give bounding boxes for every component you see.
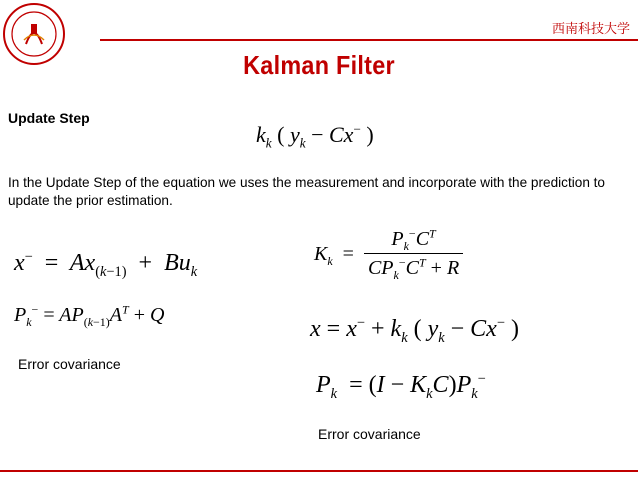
error-covariance-label-right: Error covariance [318,426,421,442]
error-covariance-label-left: Error covariance [18,356,121,372]
equation-innovation: $k_k$ ( $y_k - Cx^-$ ) [256,121,374,151]
university-name: 西南科技大学 [551,22,630,37]
equation-state-prediction: $x^- = Ax_{(k-1)} + Bu_k$ [14,249,198,280]
equation-covariance-update: $P_k = (I - K_kC)P_k^-$ [316,371,486,402]
section-label: Update Step [8,110,90,126]
equation-state-update: $x = x^- + k_k$ ( $y_k - Cx^-$ ) [310,315,519,346]
equation-covariance-prediction: $P_k^- = AP_{(k-1)}A^T + Q$ [14,302,165,329]
slide-title: Kalman Filter [243,50,395,80]
equation-kalman-gain: $K_k$ = $\frac{P_k^-C^T}{CP_k^-C^T + R}$ [314,228,463,280]
description-text: In the Update Step of the equation we uses the measurement and incorporate with the prediction to update the prior estimation. [8,175,605,208]
footer-divider [0,470,638,472]
header-divider [100,39,638,41]
